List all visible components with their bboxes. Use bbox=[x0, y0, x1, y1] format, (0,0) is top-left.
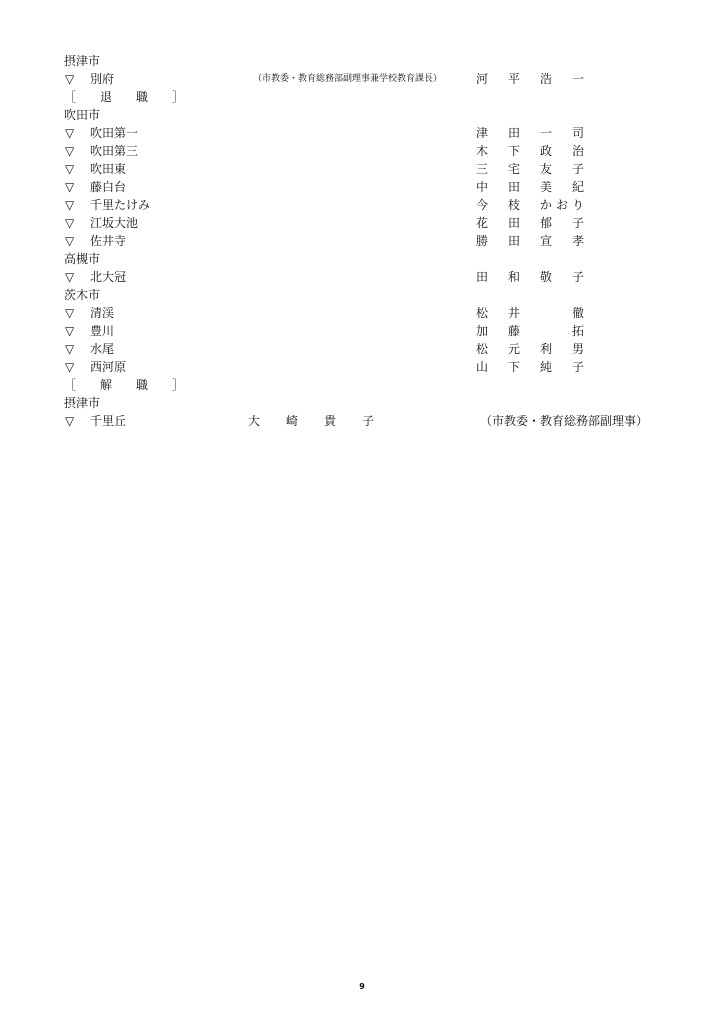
school-name: 佐井寺 bbox=[90, 234, 127, 248]
triangle-marker-icon: ▽ bbox=[65, 324, 75, 338]
city-heading: 摂津市 bbox=[64, 54, 101, 68]
school-name: 江坂大池 bbox=[90, 216, 139, 230]
school-name: 水尾 bbox=[90, 342, 115, 356]
position-note: （市教委・教育総務部副理事） bbox=[480, 414, 649, 428]
person-name: 木 下 政 治 bbox=[476, 144, 589, 158]
entry-row bbox=[0, 304, 724, 322]
person-name: 大 崎 貴 子 bbox=[248, 414, 382, 428]
school-name: 千里丘 bbox=[90, 414, 127, 428]
person-name: 花 田 郁 子 bbox=[476, 216, 589, 230]
school-name: 藤白台 bbox=[90, 180, 127, 194]
entry-row bbox=[0, 232, 724, 250]
city-heading: 吹田市 bbox=[64, 108, 101, 122]
person-name: 松 元 利 男 bbox=[476, 342, 589, 356]
person-name: 松 井 徹 bbox=[476, 306, 589, 320]
city-heading: 高槻市 bbox=[64, 252, 101, 266]
entry-row bbox=[0, 142, 724, 160]
triangle-marker-icon: ▽ bbox=[65, 342, 75, 356]
city-heading-row bbox=[0, 52, 724, 70]
school-name: 千里たけみ bbox=[90, 198, 151, 212]
person-name: 山 下 純 子 bbox=[476, 360, 589, 374]
entry-row bbox=[0, 358, 724, 376]
section-heading: ［ 解 職 ］ bbox=[64, 378, 191, 392]
section-heading-row bbox=[0, 88, 724, 106]
entry-row bbox=[0, 160, 724, 178]
triangle-marker-icon: ▽ bbox=[65, 306, 75, 320]
entry-row bbox=[0, 178, 724, 196]
entry-row bbox=[0, 124, 724, 142]
person-name: 三 宅 友 子 bbox=[476, 162, 589, 176]
school-name: 吹田第三 bbox=[90, 144, 139, 158]
person-name: 田 和 敬 子 bbox=[476, 270, 589, 284]
city-heading-row bbox=[0, 250, 724, 268]
section-heading: ［ 退 職 ］ bbox=[64, 90, 191, 104]
person-name: 今 枝 かおり bbox=[476, 198, 589, 212]
city-heading: 摂津市 bbox=[64, 396, 101, 410]
school-name: 西河原 bbox=[90, 360, 127, 374]
person-name: 中 田 美 紀 bbox=[476, 180, 589, 194]
school-name: 北大冠 bbox=[90, 270, 127, 284]
school-name: 吹田東 bbox=[90, 162, 127, 176]
triangle-marker-icon: ▽ bbox=[65, 72, 75, 86]
city-heading: 茨木市 bbox=[64, 288, 101, 302]
entry-row bbox=[0, 322, 724, 340]
triangle-marker-icon: ▽ bbox=[65, 270, 75, 284]
school-name: 吹田第一 bbox=[90, 126, 139, 140]
section-heading-row bbox=[0, 376, 724, 394]
triangle-marker-icon: ▽ bbox=[65, 234, 75, 248]
triangle-marker-icon: ▽ bbox=[65, 198, 75, 212]
triangle-marker-icon: ▽ bbox=[65, 126, 75, 140]
city-heading-row bbox=[0, 394, 724, 412]
city-heading-row bbox=[0, 286, 724, 304]
city-heading-row bbox=[0, 106, 724, 124]
position-note: （市教委・教育総務部副理事兼学校教育課長） bbox=[253, 74, 443, 84]
school-name: 豊川 bbox=[90, 324, 115, 338]
entry-row bbox=[0, 196, 724, 214]
entry-row bbox=[0, 268, 724, 286]
entry-row bbox=[0, 214, 724, 232]
school-name: 別府 bbox=[90, 72, 115, 86]
triangle-marker-icon: ▽ bbox=[65, 414, 75, 428]
triangle-marker-icon: ▽ bbox=[65, 144, 75, 158]
person-name: 勝 田 宣 孝 bbox=[476, 234, 589, 248]
person-name: 河 平 浩 一 bbox=[476, 72, 589, 86]
school-name: 清渓 bbox=[90, 306, 115, 320]
entry-row bbox=[0, 412, 724, 430]
page-number: 9 bbox=[359, 982, 365, 991]
triangle-marker-icon: ▽ bbox=[65, 180, 75, 194]
person-name: 津 田 一 司 bbox=[476, 126, 589, 140]
triangle-marker-icon: ▽ bbox=[65, 216, 75, 230]
person-name: 加 藤 拓 bbox=[476, 324, 589, 338]
triangle-marker-icon: ▽ bbox=[65, 360, 75, 374]
entry-row bbox=[0, 340, 724, 358]
entry-row bbox=[0, 70, 724, 88]
triangle-marker-icon: ▽ bbox=[65, 162, 75, 176]
